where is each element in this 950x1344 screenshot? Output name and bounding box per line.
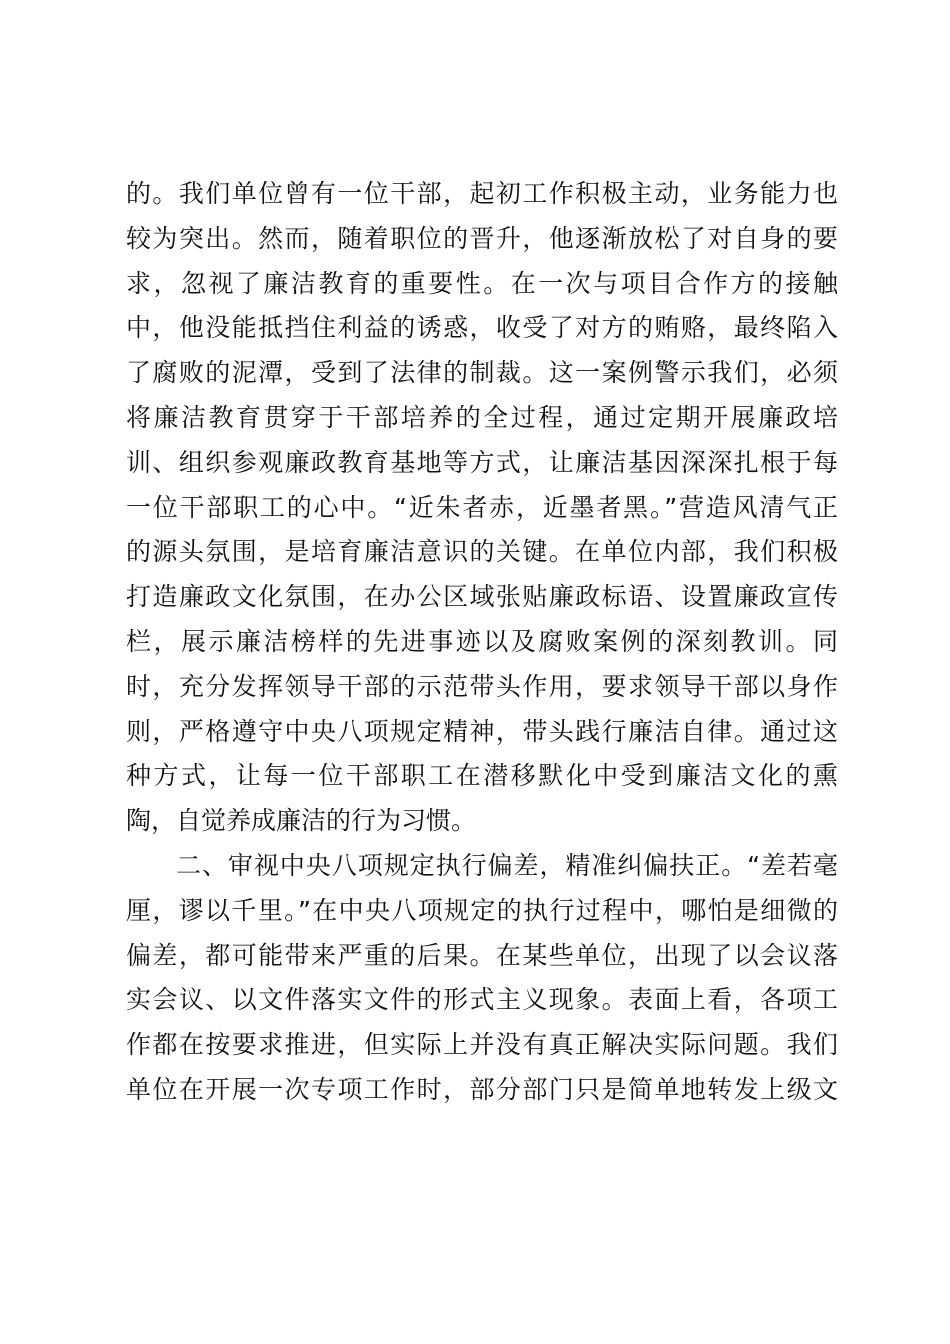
- section-heading-line: 二、审视中央八项规定执行偏差，精准纠偏扶正。“差若毫: [176, 850, 838, 880]
- text-line: 时，充分发挥领导干部的示范带头作用，要求领导干部以身作: [126, 671, 838, 701]
- text-line: 了腐败的泥潭，受到了法律的制裁。这一案例警示我们，必须: [126, 358, 838, 388]
- text-line: 作都在按要求推进，但实际上并没有真正解决实际问题。我们: [126, 1030, 838, 1060]
- text-line: 单位在开展一次专项工作时，部分部门只是简单地转发上级文: [126, 1074, 838, 1104]
- text-line: 一位干部职工的心中。“近朱者赤，近墨者黑。”营造风清气正: [126, 492, 838, 522]
- body-text: [126, 172, 838, 1113]
- text-line: 训、组织参观廉政教育基地等方式，让廉洁基因深深扎根于每: [126, 447, 838, 477]
- text-line: 偏差，都可能带来严重的后果。在某些单位，出现了以会议落: [126, 940, 838, 970]
- text-line: 的源头氛围，是培育廉洁意识的关键。在单位内部，我们积极: [126, 537, 838, 567]
- text-line: 将廉洁教育贯穿于干部培养的全过程，通过定期开展廉政培: [126, 402, 838, 432]
- text-line: 打造廉政文化氛围，在办公区域张贴廉政标语、设置廉政宣传: [126, 582, 838, 612]
- text-line: 则，严格遵守中央八项规定精神，带头践行廉洁自律。通过这: [126, 716, 838, 746]
- text-line: 陶，自觉养成廉洁的行为习惯。: [126, 806, 477, 836]
- text-line: 的。我们单位曾有一位干部，起初工作积极主动，业务能力也: [126, 179, 838, 208]
- text-line: 种方式，让每一位干部职工在潜移默化中受到廉洁文化的熏: [126, 761, 838, 791]
- text-line: 较为突出。然而，随着职位的晋升，他逐渐放松了对自身的要: [126, 223, 838, 253]
- text-line: 厘，谬以千里。”在中央八项规定的执行过程中，哪怕是细微的: [126, 895, 838, 925]
- text-line: 中，他没能抵挡住利益的诱惑，收受了对方的贿赂，最终陷入: [126, 313, 838, 343]
- text-line: 栏，展示廉洁榜样的先进事迹以及腐败案例的深刻教训。同: [126, 626, 838, 656]
- text-line: 实会议、以文件落实文件的形式主义现象。表面上看，各项工: [126, 985, 838, 1015]
- text-line: 求，忽视了廉洁教育的重要性。在一次与项目合作方的接触: [126, 268, 838, 298]
